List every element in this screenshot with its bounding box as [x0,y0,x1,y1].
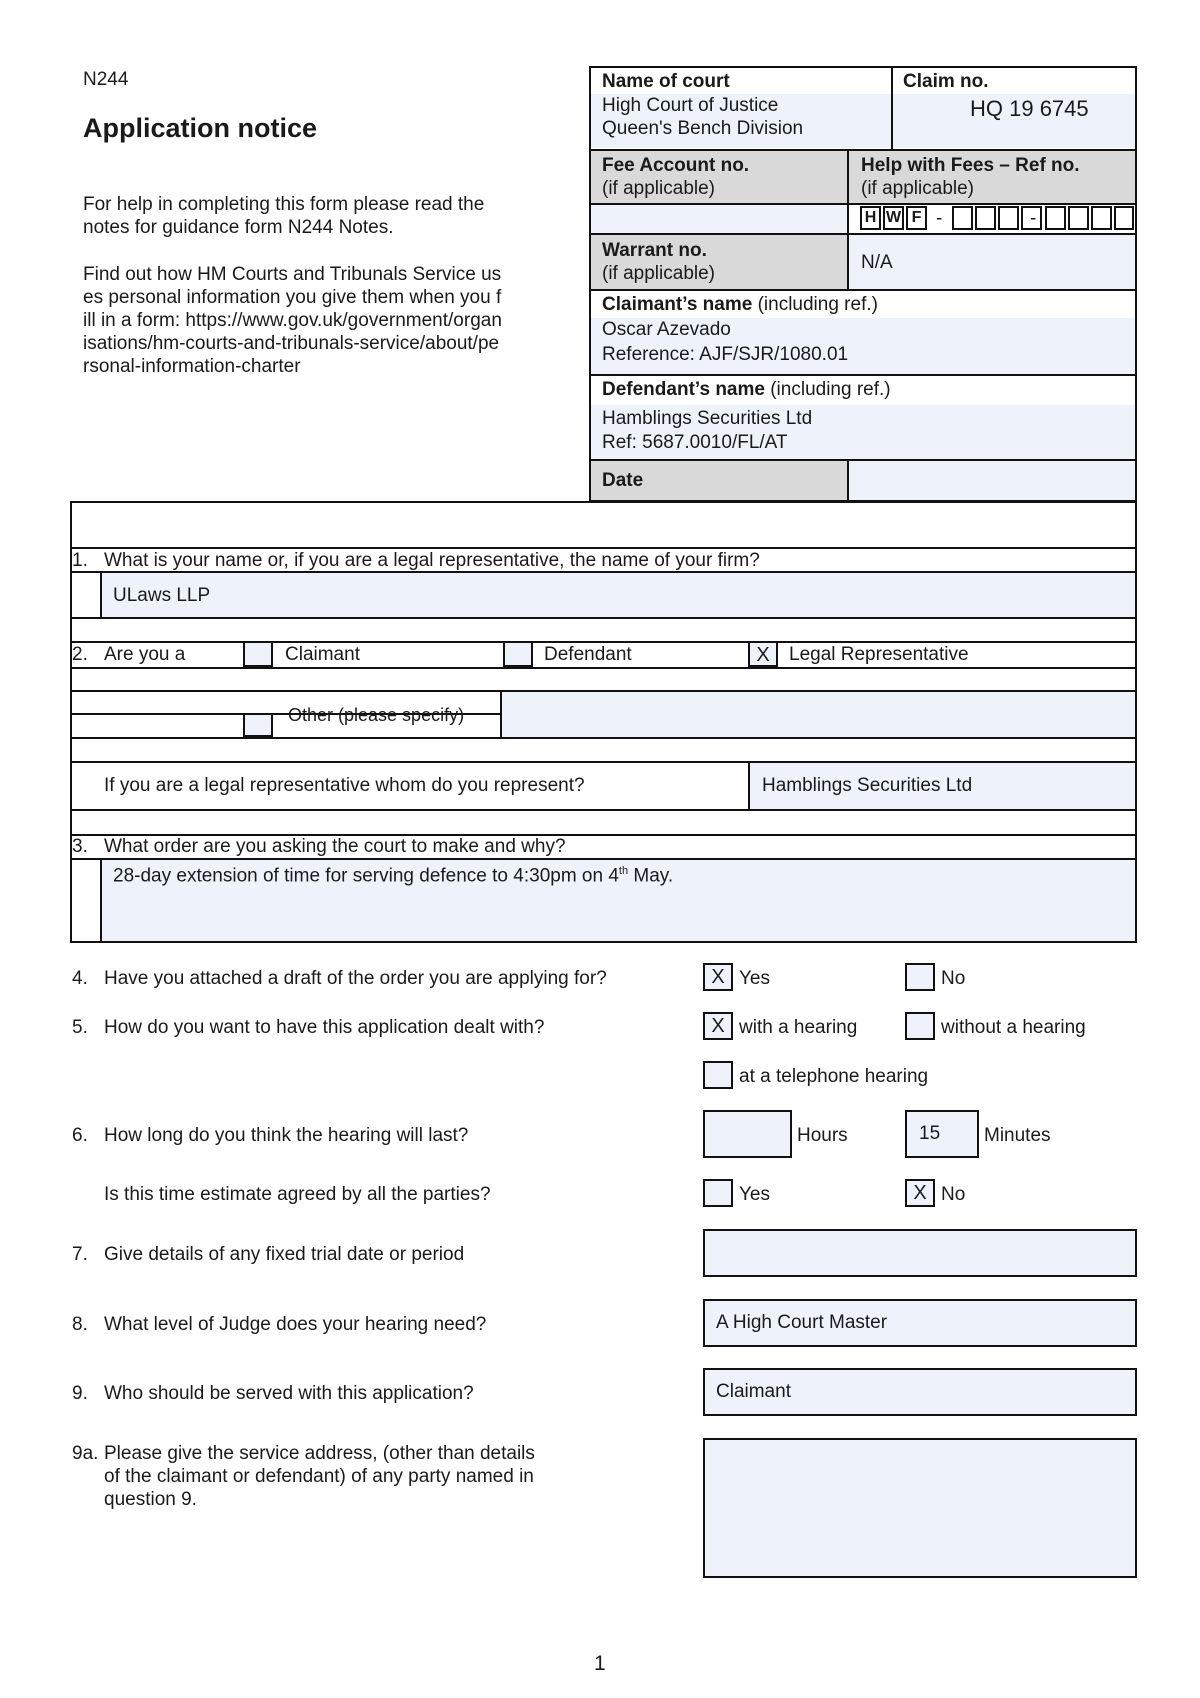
agreed-question: Is this time estimate agreed by all the parties? [104,1184,491,1205]
hours-input[interactable] [703,1110,792,1158]
hwf-dash-2: - [1030,208,1037,229]
claimant-ref: Reference: AJF/SJR/1080.01 [602,344,849,365]
other-specify-field[interactable] [502,692,1135,737]
other-option-label: Other (please specify) [288,705,465,725]
q2-question: Are you a [104,644,186,665]
hwf-dash-1: - [936,208,943,229]
q4-no-label: No [941,968,966,989]
legal-representative-option-label: Legal Representative [789,644,969,665]
represent-answer: Hamblings Securities Ltd [762,775,973,796]
hwf-digit-box[interactable] [1068,206,1089,230]
defendant-checkbox[interactable] [503,641,533,667]
q1-number: 1. [72,550,88,571]
q4-yes-checkbox[interactable]: X [703,963,733,991]
hwf-label: Help with Fees – Ref no. [861,155,1080,176]
form-code: N244 [83,69,129,90]
claimant-label: Claimant’s name (including ref.) [602,294,878,315]
hwf-digit-box[interactable] [1045,206,1066,230]
q3-number: 3. [72,836,88,857]
judge-level-input[interactable]: A High Court Master [703,1299,1137,1347]
court-line2: Queen's Bench Division [602,118,804,139]
q2-number: 2. [72,644,88,665]
served-party-input[interactable]: Claimant [703,1368,1137,1416]
with-hearing-label: with a hearing [739,1017,858,1038]
q6-question: How long do you think the hearing will last? [104,1125,469,1146]
page-number: 1 [594,1652,606,1675]
q5-number: 5. [72,1017,88,1038]
without-hearing-label: without a hearing [941,1017,1086,1038]
q9a-question-line1: Please give the service address, (other than details [104,1443,535,1464]
defendant-name: Hamblings Securities Ltd [602,408,813,429]
agreed-no-label: No [941,1184,966,1205]
hwf-digit-box[interactable] [975,206,996,230]
claim-number: HQ 19 6745 [970,96,1089,121]
hwf-prefix-h: H [860,206,881,230]
q9-number: 9. [72,1383,88,1404]
represent-question: If you are a legal representative whom do you represent? [104,775,585,796]
help-text: For help in completing this form please read the notes for guidance form N244 Notes. [83,194,485,238]
without-hearing-checkbox[interactable] [905,1012,935,1040]
claimant-option-label: Claimant [285,644,360,665]
fee-account-label: Fee Account no. [602,155,750,176]
q7-question: Give details of any fixed trial date or period [104,1244,465,1265]
minutes-label: Minutes [984,1125,1051,1146]
telephone-hearing-checkbox[interactable] [703,1061,733,1089]
privacy-text: Find out how HM Courts and Tribunals Service uses personal information you give them when you fill in a form: https://www.gov.uk/government/organisations/hm-courts-and-tribunals-service/about/personal-information-charter [83,264,502,377]
fee-account-field[interactable] [591,205,847,233]
q1-question: What is your name or, if you are a legal representative, the name of your firm? [104,550,760,571]
court-label: Name of court [602,71,730,92]
hwf-digit-box[interactable] [1091,206,1112,230]
page-title: Application notice [83,113,318,143]
q4-yes-label: Yes [739,968,770,989]
service-address-input[interactable] [703,1438,1137,1578]
q1-answer: ULaws LLP [113,585,211,606]
other-checkbox[interactable] [243,713,273,737]
q8-question: What level of Judge does your hearing need? [104,1314,487,1335]
hwf-prefix-f: F [906,206,927,230]
q9a-question-line2: of the claimant or defendant) of any party named in [104,1466,534,1487]
hwf-prefix-w: W [883,206,904,230]
legal-representative-checkbox[interactable]: X [748,641,778,667]
q6-number: 6. [72,1125,88,1146]
trial-date-input[interactable] [703,1229,1137,1277]
minutes-input[interactable]: 15 [905,1110,979,1158]
court-line1: High Court of Justice [602,95,779,116]
warrant-value: N/A [861,252,893,273]
q4-question: Have you attached a draft of the order you are applying for? [104,968,607,989]
q3-question: What order are you asking the court to make and why? [104,836,566,857]
q1-answer-field[interactable] [102,573,1135,617]
claim-label: Claim no. [903,71,989,92]
defendant-ref: Ref: 5687.0010/FL/AT [602,432,788,453]
warrant-label: Warrant no. [602,240,707,261]
defendant-label: Defendant’s name (including ref.) [602,379,891,400]
q3-answer: 28-day extension of time for serving defence to 4:30pm on 4th May. [113,865,674,887]
date-field[interactable] [849,461,1135,500]
warrant-sub: (if applicable) [602,263,715,284]
with-hearing-checkbox[interactable]: X [703,1012,733,1040]
q7-number: 7. [72,1244,88,1265]
q9-question: Who should be served with this application? [104,1383,474,1404]
hours-label: Hours [797,1125,848,1146]
q8-number: 8. [72,1314,88,1335]
telephone-hearing-label: at a telephone hearing [739,1066,929,1087]
agreed-yes-label: Yes [739,1184,770,1205]
hwf-digit-box[interactable] [1114,206,1134,230]
q9a-number: 9a. [72,1443,99,1464]
q5-question: How do you want to have this application dealt with? [104,1017,545,1038]
date-label: Date [602,470,644,491]
claimant-checkbox[interactable] [243,641,273,667]
hwf-digit-box[interactable] [998,206,1019,230]
claimant-name: Oscar Azevado [602,319,731,340]
q9a-question-line3: question 9. [104,1489,197,1510]
fee-account-sub: (if applicable) [602,178,715,199]
agreed-no-checkbox[interactable]: X [905,1179,935,1207]
hwf-digit-box[interactable] [952,206,973,230]
hwf-sub: (if applicable) [861,178,974,199]
agreed-yes-checkbox[interactable] [703,1179,733,1207]
defendant-option-label: Defendant [544,644,632,665]
q4-number: 4. [72,968,88,989]
q4-no-checkbox[interactable] [905,963,935,991]
